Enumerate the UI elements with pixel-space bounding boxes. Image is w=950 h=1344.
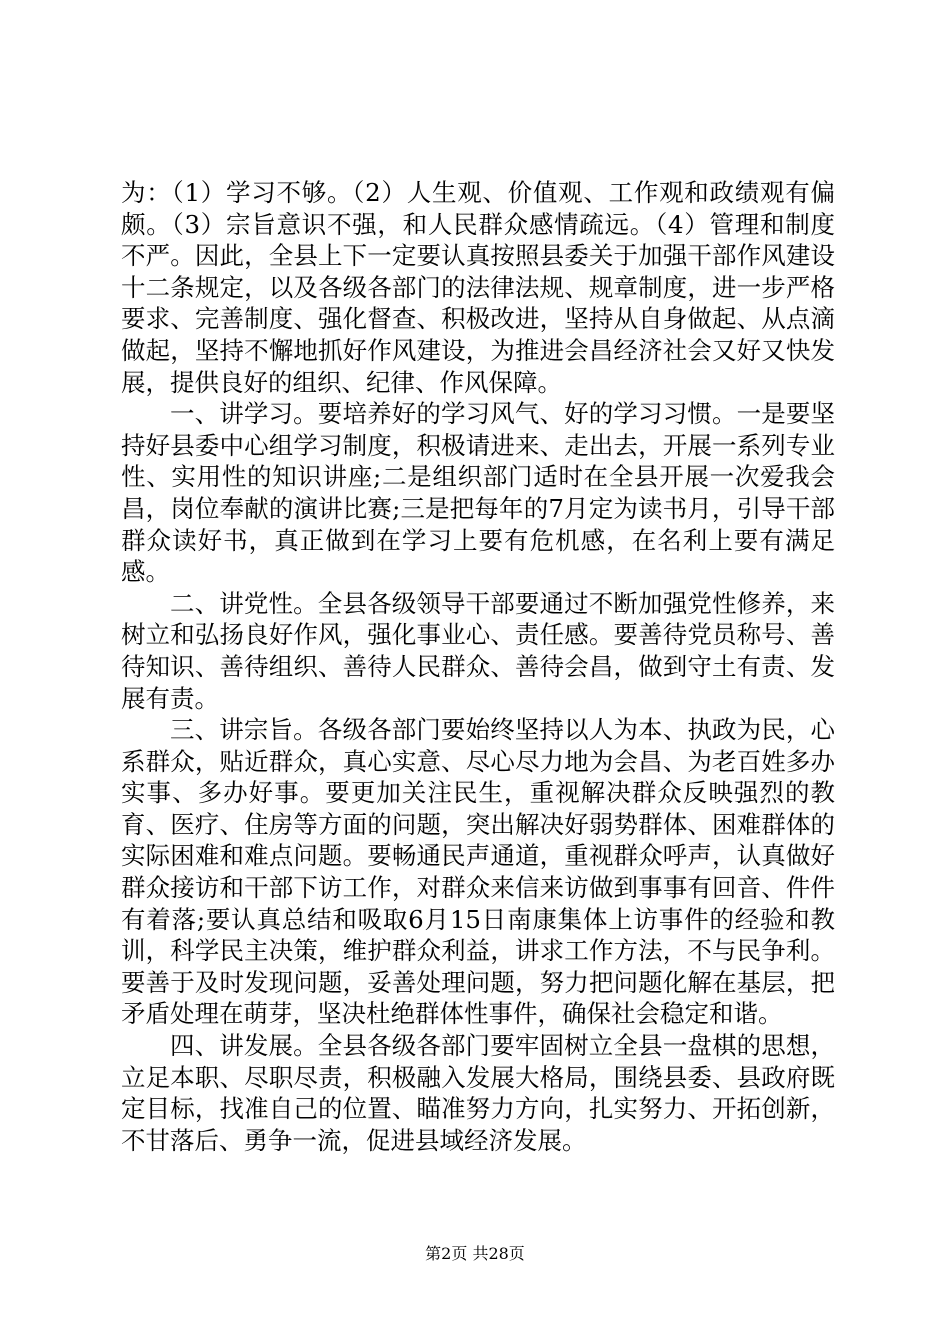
paragraph-continuation: 为：（1）学习不够。（2）人生观、价值观、工作观和政绩观有偏颇。（3）宗旨意识不强，和人民群众感情疏远。（4）管理和制度不严。因此，全县上下一定要认真按照县委关于加强干部作风建设十二条规定，以及各级各部门的法律法规、规章制度，进一步严格要求、完善制度、强化督查、积极改进，坚持从自身做起、从点滴做起，坚持不懈地抓好作风建设，为推进会昌经济社会又好又快发展，提供良好的组织、纪律、作风保障。	[121, 178, 835, 397]
page-number-footer: 第2页 共28页	[425, 1244, 525, 1263]
paragraph-party-spirit: 二、讲党性。全县各级领导干部要通过不断加强党性修养，来树立和弘扬良好作风，强化事业心、责任感。要善待党员称号、善待知识、善待组织、善待人民群众、善待会昌，做到守土有责、发展有责。	[121, 588, 835, 713]
paragraph-purpose: 三、讲宗旨。各级各部门要始终坚持以人为本、执政为民，心系群众，贴近群众，真心实意、尽心尽力地为会昌、为老百姓多办实事、多办好事。要更加关注民生，重视解决群众反映强烈的教育、医疗、住房等方面的问题，突出解决好弱势群体、困难群体的实际困难和难点问题。要畅通民声通道，重视群众呼声，认真做好群众接访和干部下访工作，对群众来信来访做到事事有回音、件件有着落;要认真总结和吸取6月15日南康集体上访事件的经验和教训，科学民主决策，维护群众利益，讲求工作方法，不与民争利。要善于及时发现问题，妥善处理问题，努力把问题化解在基层，把矛盾处理在萌芽，坚决杜绝群体性事件，确保社会稳定和谐。	[121, 715, 835, 1029]
document-body	[121, 177, 835, 1156]
paragraph-development: 四、讲发展。全县各级各部门要牢固树立全县一盘棋的思想，立足本职、尽职尽责，积极融入发展大格局，围绕县委、县政府既定目标，找准自己的位置、瞄准努力方向，扎实努力、开拓创新，不甘落后、勇争一流，促进县域经济发展。	[121, 1031, 835, 1155]
paragraph-study: 一、讲学习。要培养好的学习风气、好的学习习惯。一是要坚持好县委中心组学习制度，积极请进来、走出去，开展一系列专业性、实用性的知识讲座;二是组织部门适时在全县开展一次爱我会昌，岗位奉献的演讲比赛;三是把每年的7月定为读书月，引导干部群众读好书，真正做到在学习上要有危机感，在名利上要有满足感。	[121, 399, 835, 587]
